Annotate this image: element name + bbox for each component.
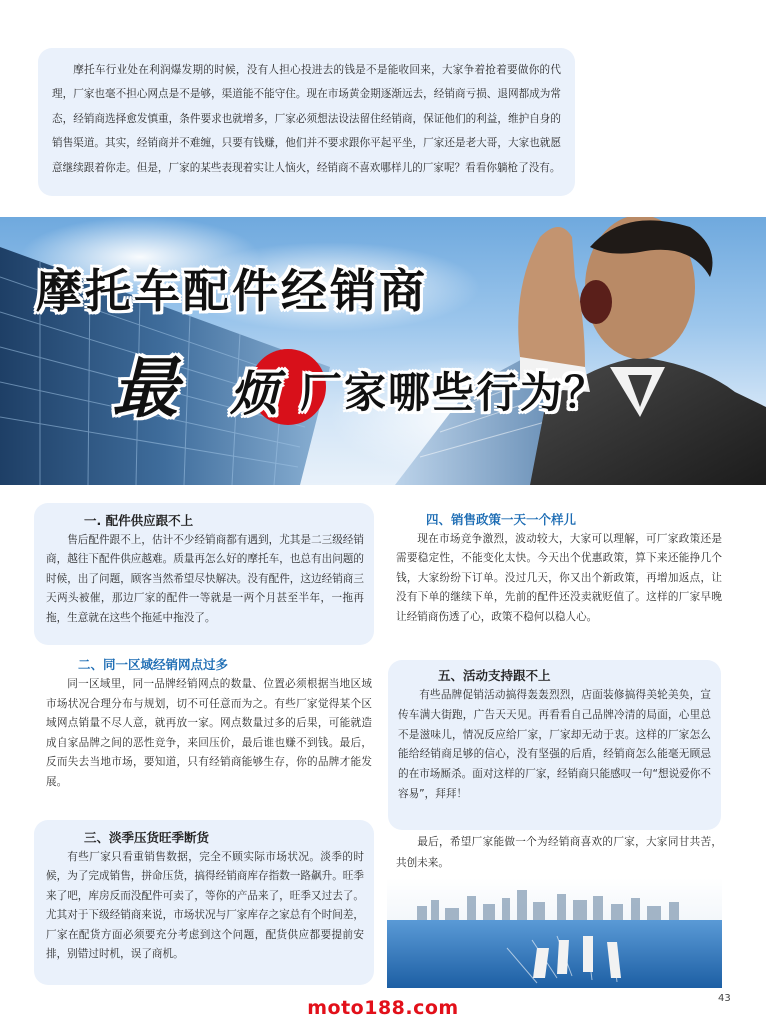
section-5-heading: 五、活动支持跟不上 [438, 668, 551, 683]
section-4 [396, 510, 722, 627]
page-number: 43 [718, 993, 731, 1004]
bottom-photo [387, 878, 722, 988]
banner-title-big-2: 烦 [230, 366, 279, 422]
intro-box [38, 48, 575, 196]
title-banner [0, 217, 766, 485]
section-3-heading: 三、淡季压货旺季断货 [84, 830, 210, 845]
site-url[interactable]: moto188.com [307, 997, 459, 1019]
banner-title-line2: 厂家哪些行为？ [300, 368, 609, 417]
banner-title-line1: 摩托车配件经销商 [36, 264, 428, 318]
section-4-text: 现在市场竞争激烈，波动较大，大家可以理解，可厂家政策还是需要稳定性，不能变化太快。今天出个优惠政策，算下来还能挣几个钱，大家纷纷下订单。没过几天，你又出个新政策，再增加返点，让没有下单的继续下单，先前的配件还没卖就贬值了。这样的厂家早晚让经销商伤透了心，政策不稳何以稳人心。 [396, 533, 722, 623]
section-5-box [388, 660, 721, 830]
section-1-text: 售后配件跟不上，估计不少经销商都有遇到，尤其是二三级经销商，越往下配件供应越难。质量再怎么好的摩托车，也总有出问题的时候，出了问题，顾客当然希望尽快解决。没有配件，这边经销商三天两头被催，那边厂家的配件一等就是一两个月甚至半年，一拖再拖，生意就在这些个拖延中拖没了。 [46, 534, 364, 624]
intro-paragraph: 摩托车行业处在利润爆发期的时候，没有人担心投进去的钱是不是能收回来，大家争着抢着要做你的代理，厂家也毫不担心网点是不是够，渠道能不能守住。现在市场黄金期逐渐远去，经销商亏损、退网都成为常态，经销商选择愈发慎重，条件要求也就增多，厂家必须想法设法留住经销商，保证他们的利益，维护自身的销售渠道。其实，经销商并不难缠，只要有钱赚，他们并不要求跟你平起平坐，厂家还是老大哥，大家也就愿意继续跟着你走。但是，厂家的某些表现着实让人恼火，经销商不喜欢哪样儿的厂家呢？看看你躺枪了没有。 [52, 64, 561, 174]
section-2 [46, 655, 372, 793]
banner-title-big-1: 最 [112, 349, 178, 427]
closing-text: 最后，希望厂家能做一个为经销商喜欢的厂家，大家同甘共苦，共创未来。 [396, 836, 722, 869]
section-3-box [34, 820, 374, 985]
section-2-heading: 二、同一区域经销网点过多 [78, 657, 229, 672]
section-1-box [34, 503, 374, 645]
section-4-heading: 四、销售政策一天一个样儿 [426, 512, 577, 527]
closing [396, 832, 722, 874]
section-3-text: 有些厂家只看重销售数据，完全不顾实际市场状况。淡季的时候，为了完成销售，拼命压货，搞得经销商库存指数一路飙升。旺季来了吧，库房反而没配件可卖了，等你的产品来了，旺季又过去了。尤其对于下级经销商来说，市场状况与厂家库存之家总有个时间差，厂家在配货方面必须要充分考虑到这个问题，配货供应都要提前安排，别错过时机，误了商机。 [46, 851, 364, 961]
section-2-text: 同一区域里，同一品牌经销网点的数量、位置必须根据当地区域市场状况合理分布与规划，切不可任意而为之。有些厂家觉得某个区域网点销量不尽人意，就再放一家。网点数量过多的后果，可能就造成自家品牌之间的恶性竞争，来回压价，最后谁也赚不到钱。最后，反而失去当地市场，要知道，只有经销商能够生存，你的品牌才能发展。 [46, 678, 372, 788]
section-5-text: 有些品牌促销活动搞得轰轰烈烈，店面装修搞得美轮美奂，宣传车满大街跑，广告天天见。再看看自己品牌冷清的局面，心里总不是滋味儿，情况反应给厂家，厂家却无动于衷。这样的厂家怎么能给经销商足够的信心，没有坚强的后盾，经销商怎么能毫无顾忌的在市场厮杀。面对这样的厂家，经销商只能感叹一句“想说爱你不容易”，拜拜！ [398, 689, 711, 800]
section-1-heading: 一. 配件供应跟不上 [84, 513, 194, 528]
